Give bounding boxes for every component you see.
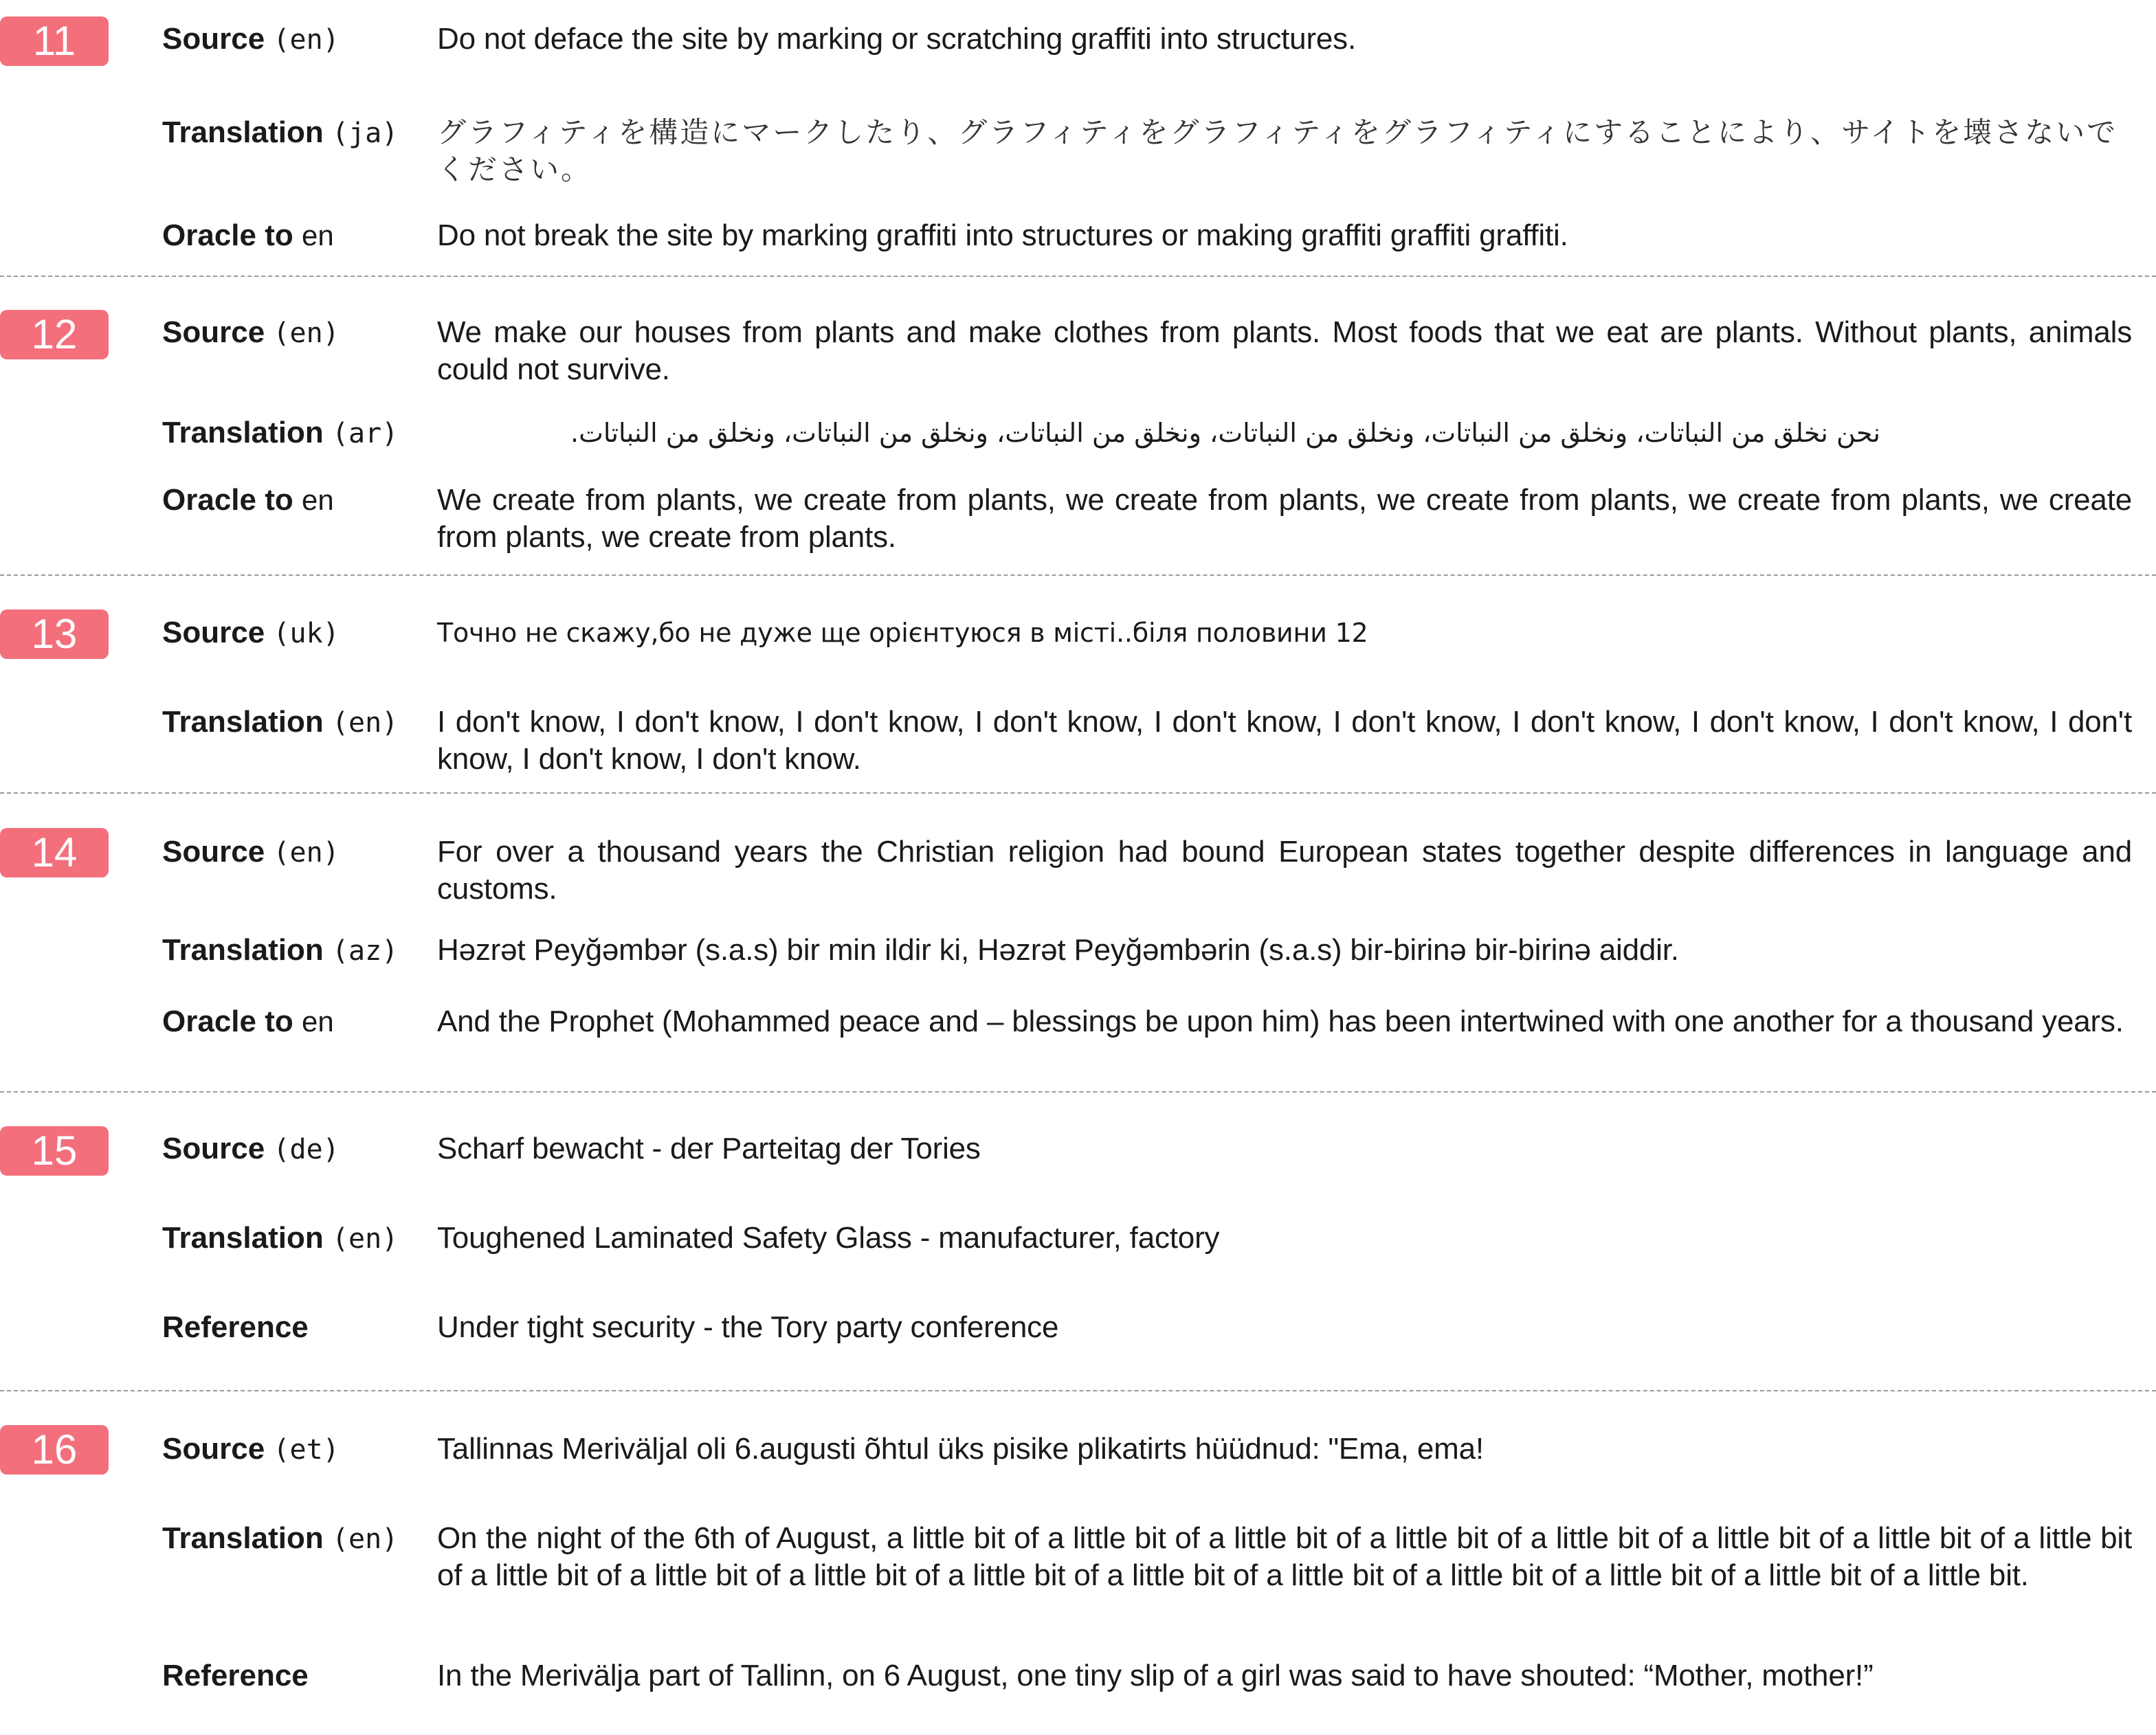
oracle-text: Do not break the site by marking graffiti into structures or making graffiti graffiti graffiti. — [437, 219, 1568, 252]
reference-text: In the Merivälja part of Tallinn, on 6 August, one tiny slip of a girl was said to have shouted: “Mother, mother!” — [437, 1659, 1874, 1692]
translation-text: Toughened Laminated Safety Glass - manufacturer, factory — [437, 1221, 1220, 1255]
row-label: Source (uk) — [162, 616, 340, 649]
translation-text: I don't know, I don't know, I don't know, I don't know, I don't know, I don't know, I don't know, I don't know, I don't know, I don't know, I don't know, I don't know. — [437, 705, 2132, 776]
source-text: Do not deface the site by marking or scratching graffiti into structures. — [437, 22, 1357, 56]
row-label: Reference — [162, 1659, 309, 1692]
translation-text: Həzrət Peyğəmbər (s.a.s) bir min ildir ki, Həzrət Peyğəmbərin (s.a.s) bir-birinə bir-birinə aiddir. — [437, 933, 1679, 967]
row-label: Source (en) — [162, 22, 340, 56]
entry-number-badge: 14 — [0, 828, 109, 877]
source-text: Точно не скажу,бо не дуже ще орієнтуюся в місті..біля половини 12 — [437, 618, 1368, 648]
entry-number-badge: 16 — [0, 1425, 109, 1475]
entry-divider — [0, 276, 2156, 277]
row-label: Source (en) — [162, 315, 340, 349]
reference-text: Under tight security - the Tory party conference — [437, 1310, 1059, 1344]
row-label: Source (de) — [162, 1132, 340, 1165]
row-label: Translation (en) — [162, 705, 399, 739]
entry-number-badge: 12 — [0, 310, 109, 359]
entry-number-badge: 11 — [0, 16, 109, 66]
source-text: Scharf bewacht - der Parteitag der Tories — [437, 1132, 981, 1165]
entry-divider — [0, 792, 2156, 794]
source-text: Tallinnas Meriväljal oli 6.augusti õhtul üks pisike plikatirts hüüdnud: "Ema, ema! — [437, 1432, 1484, 1466]
translation-text: グラフィティを構造にマークしたり、グラフィティをグラフィティをグラフィティにすることにより、サイトを壊さないでください。 — [437, 115, 2118, 186]
source-text: We make our houses from plants and make clothes from plants. Most foods that we eat are plants. Without plants, animals could not survive. — [437, 315, 2132, 386]
row-label: Translation (en) — [162, 1221, 399, 1255]
entry-divider — [0, 574, 2156, 576]
entry-divider — [0, 1091, 2156, 1093]
row-label: Oracle to en — [162, 219, 334, 252]
row-label: Translation (az) — [162, 933, 399, 967]
row-label: Source (en) — [162, 835, 340, 869]
row-label: Oracle to en — [162, 1005, 334, 1038]
row-label: Oracle to en — [162, 483, 334, 517]
translation-text: نحن نخلق من النباتات، ونخلق من النباتات، ونخلق من النباتات، ونخلق من النباتات، ونخلق من النباتات، ونخلق من النباتات. — [570, 418, 1880, 448]
row-label: Translation (en) — [162, 1521, 399, 1555]
source-text: For over a thousand years the Christian religion had bound European states together despite differences in language and customs. — [437, 835, 2132, 906]
translation-text: On the night of the 6th of August, a little bit of a little bit of a little bit of a little bit of a little bit of a little bit of a little bit of a little bit of a little bit of a little bit of a little bit of a little bit of a little bit of a little bit of a little bit of a little bit of a little bit of a little bit. — [437, 1521, 2132, 1592]
entry-number-badge: 15 — [0, 1126, 109, 1176]
entry-number-badge: 13 — [0, 609, 109, 659]
row-label: Reference — [162, 1310, 309, 1344]
row-label: Translation (ar) — [162, 416, 399, 449]
row-label: Source (et) — [162, 1432, 340, 1466]
row-label: Translation (ja) — [162, 115, 399, 149]
oracle-text: We create from plants, we create from plants, we create from plants, we create from plants, we create from plants, we create from plants, we create from plants. — [437, 483, 2132, 554]
oracle-text: And the Prophet (Mohammed peace and – blessings be upon him) has been intertwined with one another for a thousand years. — [437, 1005, 2124, 1038]
entry-divider — [0, 1390, 2156, 1391]
